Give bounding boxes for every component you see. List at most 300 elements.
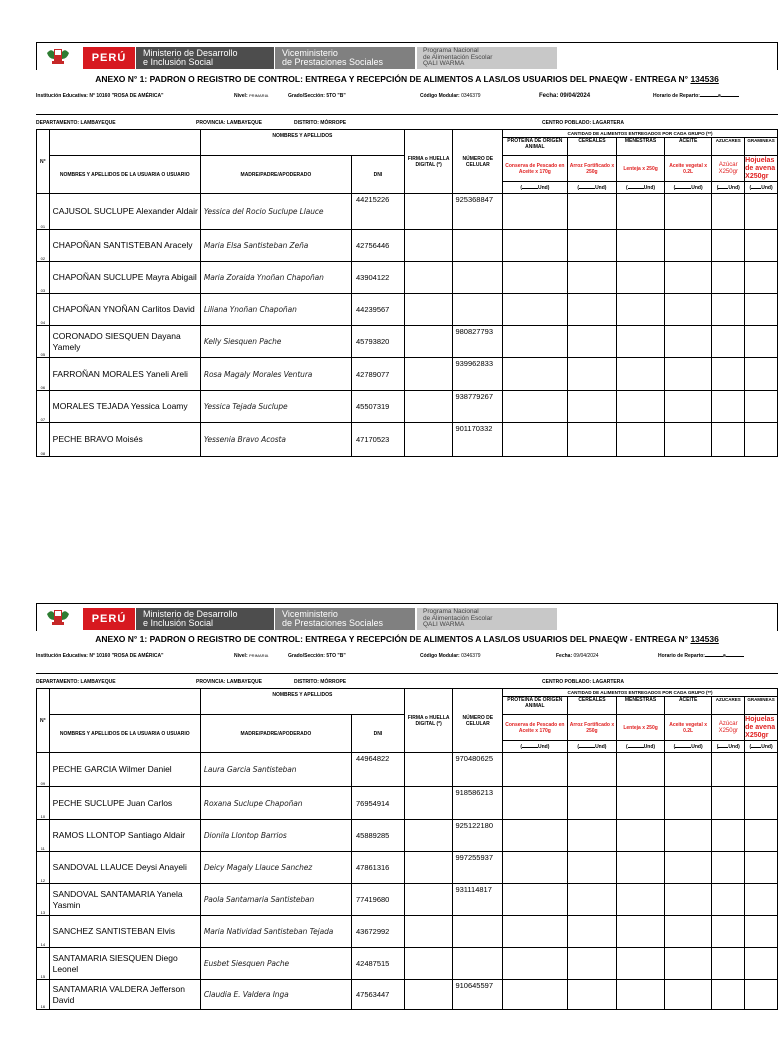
usuario-name: SANDOVAL LLAUCE Deysi Anayeli <box>49 852 200 884</box>
row-number: 12 <box>37 852 50 884</box>
cantidad-cell[interactable] <box>503 194 567 230</box>
firma-cell[interactable] <box>404 820 453 852</box>
cantidad-cell[interactable] <box>664 820 712 852</box>
institucion-info: Institución Educativa: N° 10160 "ROSA DE AMÉRICA" <box>36 653 164 659</box>
cantidad-cell[interactable] <box>664 358 712 391</box>
firma-cell[interactable] <box>404 948 453 980</box>
unit-cell-2[interactable]: ( Und) <box>617 182 665 194</box>
madre-name: Yessica Tejada Suclupe <box>200 391 351 423</box>
cantidad-cell[interactable] <box>617 194 665 230</box>
cantidad-cell[interactable] <box>567 194 617 230</box>
cantidad-cell[interactable] <box>664 884 712 916</box>
firma-cell[interactable] <box>404 884 453 916</box>
madre-name: Deicy Magaly Llauce Sanchez <box>200 852 351 884</box>
cantidad-cell[interactable] <box>503 262 567 294</box>
celular-value <box>453 230 503 262</box>
firma-cell[interactable] <box>404 916 453 948</box>
firma-cell[interactable] <box>404 787 453 820</box>
cantidad-cell[interactable] <box>567 262 617 294</box>
madre-name: Maria Natividad Santisteban Tejada <box>200 916 351 948</box>
col-header-madre: MADRE/PADRE/APODERADO <box>200 156 351 194</box>
unit-cell-5[interactable]: ( Und) <box>745 741 778 753</box>
col-header-cantidad: CANTIDAD DE ALIMENTOS ENTREGADOS POR CADA GRUPO (**) <box>503 130 778 138</box>
madre-name: Roxana Suclupe Chapoñan <box>200 787 351 820</box>
product-header-5: Hojuelas de avena X250gr <box>745 156 778 182</box>
dni-value: 47170523 <box>351 423 404 457</box>
cantidad-cell[interactable] <box>745 294 778 326</box>
cantidad-cell[interactable] <box>745 753 778 787</box>
unit-cell-3[interactable]: ( Und) <box>664 741 712 753</box>
product-header-1: Arroz Fortificado x 250g <box>567 156 617 182</box>
group-header-0: PROTEINA DE ORIGEN ANIMAL <box>503 697 567 715</box>
vice-ministry-logo: Viceministerio de Prestaciones Sociales <box>275 47 415 69</box>
sheet-page-1 <box>36 42 778 482</box>
cantidad-cell[interactable] <box>503 980 567 1010</box>
firma-cell[interactable] <box>404 423 453 457</box>
provincia-info: PROVINCIA: LAMBAYEQUE <box>196 679 262 685</box>
madre-name: Yessenia Bravo Acosta <box>200 423 351 457</box>
usuario-name: PECHE GARCIA Wilmer Daniel <box>49 753 200 787</box>
firma-cell[interactable] <box>404 262 453 294</box>
cantidad-cell[interactable] <box>664 787 712 820</box>
firma-cell[interactable] <box>404 194 453 230</box>
celular-value: 938779267 <box>453 391 503 423</box>
group-header-4: AZUCARES <box>712 138 745 156</box>
dni-value: 42756446 <box>351 230 404 262</box>
table-row <box>37 852 778 884</box>
cantidad-cell[interactable] <box>712 230 745 262</box>
institucion-info: Institución Educativa: N° 10160 "ROSA DE AMÉRICA" <box>36 93 164 99</box>
celular-value: 970480625 <box>453 753 503 787</box>
product-header-1: Arroz Fortificado x 250g <box>567 715 617 741</box>
dni-value: 43904122 <box>351 262 404 294</box>
cantidad-cell[interactable] <box>712 326 745 358</box>
row-number: 01 <box>37 194 50 230</box>
vice-ministry-logo: Viceministerio de Prestaciones Sociales <box>275 608 415 630</box>
celular-value <box>453 294 503 326</box>
unit-cell-5[interactable]: ( Und) <box>745 182 778 194</box>
cantidad-cell[interactable] <box>617 820 665 852</box>
departamento-info: DEPARTAMENTO: LAMBAYEQUE <box>36 679 116 685</box>
cantidad-cell[interactable] <box>712 262 745 294</box>
cantidad-cell[interactable] <box>712 820 745 852</box>
group-header-2: MENESTRAS <box>617 697 665 715</box>
usuario-name: MORALES TEJADA Yessica Loamy <box>49 391 200 423</box>
firma-cell[interactable] <box>404 358 453 391</box>
col-header-nombres-group: NOMBRES Y APELLIDOS <box>200 130 404 156</box>
cantidad-cell[interactable] <box>712 358 745 391</box>
horario-info: Horario de Reparto: a <box>653 93 739 99</box>
celular-value <box>453 948 503 980</box>
celular-value: 925368847 <box>453 194 503 230</box>
group-header-5: GRAMINEAS <box>745 138 778 156</box>
cantidad-cell[interactable] <box>567 230 617 262</box>
page-title: ANEXO N° 1: PADRON O REGISTRO DE CONTROL: ENTREGA Y RECEPCIÓN DE ALIMENTOS A LAS/LOS USUARIOS DEL PNAEQW - ENTREGA N° 134536 <box>95 74 719 84</box>
cantidad-cell[interactable] <box>745 980 778 1010</box>
table-row <box>37 326 778 358</box>
cantidad-cell[interactable] <box>664 423 712 457</box>
usuario-name: PECHE SUCLUPE Juan Carlos <box>49 787 200 820</box>
grado-info: Grado/Sección: 5TO "B" <box>288 93 346 99</box>
cantidad-cell[interactable] <box>503 916 567 948</box>
cantidad-cell[interactable] <box>712 194 745 230</box>
row-number: 10 <box>37 787 50 820</box>
madre-name: Maria Zoraida Ynoñan Chapoñan <box>200 262 351 294</box>
cantidad-cell[interactable] <box>617 294 665 326</box>
group-header-2: MENESTRAS <box>617 138 665 156</box>
cantidad-cell[interactable] <box>567 916 617 948</box>
fecha-info: Fecha: 09/04/2024 <box>556 653 599 659</box>
col-header-usuario: NOMBRES Y APELLIDOS DE LA USUARIA O USUARIO <box>49 715 200 753</box>
table-row <box>37 391 778 423</box>
celular-value: 918586213 <box>453 787 503 820</box>
group-header-4: AZUCARES <box>712 697 745 715</box>
col-header-celular: NÚMERO DE CELULAR <box>453 130 503 194</box>
product-header-3: Aceite vegetal x 0.2L <box>664 156 712 182</box>
usuario-name: SANDOVAL SANTAMARIA Yanela Yasmin <box>49 884 200 916</box>
product-header-0: Conserva de Pescado en Aceite x 170g <box>503 156 567 182</box>
usuario-name: SANTAMARIA SIESQUEN Diego Leonel <box>49 948 200 980</box>
cantidad-cell[interactable] <box>503 852 567 884</box>
table-row <box>37 262 778 294</box>
unit-cell-0[interactable]: ( Und) <box>503 182 567 194</box>
dni-value: 45793820 <box>351 326 404 358</box>
product-header-4: Azúcar X250gr <box>712 715 745 741</box>
cantidad-cell[interactable] <box>664 753 712 787</box>
usuario-name: CORONADO SIESQUEN Dayana Yamely <box>49 326 200 358</box>
cantidad-cell[interactable] <box>712 884 745 916</box>
distrito-info: DISTRITO: MÓRROPE <box>294 679 347 685</box>
table-row <box>37 820 778 852</box>
ministry-logo: Ministerio de Desarrollo e Inclusión Social <box>136 608 274 630</box>
table-row <box>37 980 778 1010</box>
table-row <box>37 230 778 262</box>
celular-value: 901170332 <box>453 423 503 457</box>
register-table <box>36 688 778 1010</box>
cantidad-cell[interactable] <box>664 916 712 948</box>
usuario-name: CHAPOÑAN YNOÑAN Carlitos David <box>49 294 200 326</box>
group-header-1: CEREALES <box>567 697 617 715</box>
cantidad-cell[interactable] <box>745 820 778 852</box>
cantidad-cell[interactable] <box>664 948 712 980</box>
unit-cell-1[interactable]: ( Und) <box>567 182 617 194</box>
product-header-2: Lenteja x 250g <box>617 715 665 741</box>
product-header-5: Hojuelas de avena X250gr <box>745 715 778 741</box>
madre-name: Paola Santamaria Santisteban <box>200 884 351 916</box>
cantidad-cell[interactable] <box>745 358 778 391</box>
col-header-firma: FIRMA o HUELLA DIGITAL (*) <box>404 689 453 753</box>
cantidad-cell[interactable] <box>617 753 665 787</box>
centro-poblado-info: CENTRO POBLADO: LAGARTERA <box>542 120 624 126</box>
row-number: 09 <box>37 753 50 787</box>
product-header-4: Azúcar X250gr <box>712 156 745 182</box>
table-row <box>37 423 778 457</box>
page-title: ANEXO N° 1: PADRON O REGISTRO DE CONTROL: ENTREGA Y RECEPCIÓN DE ALIMENTOS A LAS/LOS USUARIOS DEL PNAEQW - ENTREGA N° 134536 <box>95 634 719 644</box>
celular-value: 925122180 <box>453 820 503 852</box>
firma-cell[interactable] <box>404 230 453 262</box>
cantidad-cell[interactable] <box>567 326 617 358</box>
cantidad-cell[interactable] <box>712 852 745 884</box>
cantidad-cell[interactable] <box>712 391 745 423</box>
unit-cell-3[interactable]: ( Und) <box>664 182 712 194</box>
codigo-info: Código Modular: 0346379 <box>420 653 481 659</box>
cantidad-cell[interactable] <box>567 884 617 916</box>
cantidad-cell[interactable] <box>503 948 567 980</box>
peru-coat-of-arms-icon <box>45 47 71 67</box>
usuario-name: CHAPOÑAN SUCLUPE Mayra Abigail <box>49 262 200 294</box>
product-header-3: Aceite vegetal x 0.2L <box>664 715 712 741</box>
logo-banner <box>36 42 778 70</box>
row-number: 08 <box>37 423 50 457</box>
cantidad-cell[interactable] <box>567 358 617 391</box>
cantidad-cell[interactable] <box>567 423 617 457</box>
unit-cell-4[interactable]: ( Und) <box>712 182 745 194</box>
peru-logo: PERÚ <box>83 608 135 630</box>
dni-value: 47861316 <box>351 852 404 884</box>
celular-value <box>453 262 503 294</box>
cantidad-cell[interactable] <box>712 294 745 326</box>
table-row <box>37 753 778 787</box>
cantidad-cell[interactable] <box>617 423 665 457</box>
cantidad-cell[interactable] <box>745 787 778 820</box>
group-header-3: ACEITE <box>664 697 712 715</box>
firma-cell[interactable] <box>404 852 453 884</box>
cantidad-cell[interactable] <box>503 753 567 787</box>
table-row <box>37 787 778 820</box>
madre-name: Rosa Magaly Morales Ventura <box>200 358 351 391</box>
table-row <box>37 294 778 326</box>
row-number: 06 <box>37 358 50 391</box>
col-header-usuario-top <box>49 689 200 715</box>
firma-cell[interactable] <box>404 391 453 423</box>
ministry-logo: Ministerio de Desarrollo e Inclusión Social <box>136 47 274 69</box>
cantidad-cell[interactable] <box>617 884 665 916</box>
cantidad-cell[interactable] <box>745 423 778 457</box>
col-header-madre: MADRE/PADRE/APODERADO <box>200 715 351 753</box>
table-row <box>37 194 778 230</box>
celular-value: 980827793 <box>453 326 503 358</box>
cantidad-cell[interactable] <box>664 194 712 230</box>
cantidad-cell[interactable] <box>617 948 665 980</box>
celular-value <box>453 916 503 948</box>
col-header-num: N° <box>37 130 50 194</box>
cantidad-cell[interactable] <box>712 753 745 787</box>
row-number: 04 <box>37 294 50 326</box>
dni-value: 44239567 <box>351 294 404 326</box>
product-header-2: Lenteja x 250g <box>617 156 665 182</box>
unit-cell-2[interactable]: ( Und) <box>617 741 665 753</box>
dni-value: 47563447 <box>351 980 404 1010</box>
cantidad-cell[interactable] <box>712 787 745 820</box>
cantidad-cell[interactable] <box>745 852 778 884</box>
unit-cell-1[interactable]: ( Und) <box>567 741 617 753</box>
unit-cell-0[interactable]: ( Und) <box>503 741 567 753</box>
cantidad-cell[interactable] <box>567 820 617 852</box>
col-header-cantidad: CANTIDAD DE ALIMENTOS ENTREGADOS POR CADA GRUPO (**) <box>503 689 778 697</box>
departamento-info: DEPARTAMENTO: LAMBAYEQUE <box>36 120 116 126</box>
cantidad-cell[interactable] <box>567 948 617 980</box>
cantidad-cell[interactable] <box>617 262 665 294</box>
row-number: 03 <box>37 262 50 294</box>
usuario-name: CAJUSOL SUCLUPE Alexander Aldair <box>49 194 200 230</box>
madre-name: Claudia E. Valdera Inga <box>200 980 351 1010</box>
cantidad-cell[interactable] <box>617 358 665 391</box>
cantidad-cell[interactable] <box>745 884 778 916</box>
distrito-info: DISTRITO: MÓRROPE <box>294 120 347 126</box>
dni-value: 45889285 <box>351 820 404 852</box>
cantidad-cell[interactable] <box>503 326 567 358</box>
register-table <box>36 129 778 457</box>
madre-name: Eusbet Siesquen Pache <box>200 948 351 980</box>
usuario-name: RAMOS LLONTOP Santiago Aldair <box>49 820 200 852</box>
celular-value: 931114817 <box>453 884 503 916</box>
cantidad-cell[interactable] <box>567 294 617 326</box>
cantidad-cell[interactable] <box>745 230 778 262</box>
cantidad-cell[interactable] <box>503 884 567 916</box>
cantidad-cell[interactable] <box>712 423 745 457</box>
col-header-num: N° <box>37 689 50 753</box>
cantidad-cell[interactable] <box>664 852 712 884</box>
cantidad-cell[interactable] <box>745 391 778 423</box>
group-header-1: CEREALES <box>567 138 617 156</box>
cantidad-cell[interactable] <box>664 262 712 294</box>
row-number: 07 <box>37 391 50 423</box>
col-header-dni: DNI <box>351 156 404 194</box>
col-header-usuario: NOMBRES Y APELLIDOS DE LA USUARIA O USUARIO <box>49 156 200 194</box>
usuario-name: SANTAMARIA VALDERA Jefferson David <box>49 980 200 1010</box>
cantidad-cell[interactable] <box>664 294 712 326</box>
firma-cell[interactable] <box>404 326 453 358</box>
cantidad-cell[interactable] <box>503 294 567 326</box>
col-header-firma: FIRMA o HUELLA DIGITAL (*) <box>404 130 453 194</box>
firma-cell[interactable] <box>404 753 453 787</box>
row-number: 02 <box>37 230 50 262</box>
dni-value: 44964822 <box>351 753 404 787</box>
celular-value: 939962833 <box>453 358 503 391</box>
group-header-0: PROTEINA DE ORIGEN ANIMAL <box>503 138 567 156</box>
cantidad-cell[interactable] <box>745 948 778 980</box>
cantidad-cell[interactable] <box>745 262 778 294</box>
cantidad-cell[interactable] <box>503 787 567 820</box>
col-header-usuario-top <box>49 130 200 156</box>
horario-info: Horario de Reparto: a <box>658 653 744 659</box>
row-number: 13 <box>37 884 50 916</box>
table-row <box>37 916 778 948</box>
madre-name: Dionila Llontop Barrios <box>200 820 351 852</box>
group-header-3: ACEITE <box>664 138 712 156</box>
cantidad-cell[interactable] <box>617 980 665 1010</box>
madre-name: Yessica del Rocio Suclupe Llauce <box>200 194 351 230</box>
row-number: 05 <box>37 326 50 358</box>
dni-value: 42487515 <box>351 948 404 980</box>
codigo-info: Código Modular: 0346379 <box>420 93 481 99</box>
sheet-page-2 <box>36 603 778 1043</box>
col-header-nombres-group: NOMBRES Y APELLIDOS <box>200 689 404 715</box>
row-number: 15 <box>37 948 50 980</box>
row-number: 11 <box>37 820 50 852</box>
cantidad-cell[interactable] <box>664 391 712 423</box>
cantidad-cell[interactable] <box>664 230 712 262</box>
table-row <box>37 948 778 980</box>
col-header-dni: DNI <box>351 715 404 753</box>
cantidad-cell[interactable] <box>617 787 665 820</box>
peru-logo: PERÚ <box>83 47 135 69</box>
cantidad-cell[interactable] <box>712 916 745 948</box>
cantidad-cell[interactable] <box>567 980 617 1010</box>
nivel-info: Nivel: PRIMARIA <box>234 653 269 659</box>
col-header-celular: NÚMERO DE CELULAR <box>453 689 503 753</box>
firma-cell[interactable] <box>404 980 453 1010</box>
cantidad-cell[interactable] <box>503 391 567 423</box>
cantidad-cell[interactable] <box>664 326 712 358</box>
firma-cell[interactable] <box>404 294 453 326</box>
madre-name: Liliana Ynoñan Chapoñan <box>200 294 351 326</box>
madre-name: Laura Garcia Santisteban <box>200 753 351 787</box>
dni-value: 77419680 <box>351 884 404 916</box>
madre-name: Kelly Siesquen Pache <box>200 326 351 358</box>
program-logo: Programa Nacional de Alimentación Escolar QALI WARMA <box>417 47 557 69</box>
celular-value: 997255937 <box>453 852 503 884</box>
row-number: 16 <box>37 980 50 1010</box>
table-row <box>37 884 778 916</box>
cantidad-cell[interactable] <box>712 948 745 980</box>
cantidad-cell[interactable] <box>567 787 617 820</box>
cantidad-cell[interactable] <box>567 391 617 423</box>
product-header-0: Conserva de Pescado en Aceite x 170g <box>503 715 567 741</box>
cantidad-cell[interactable] <box>712 980 745 1010</box>
dni-value: 43672992 <box>351 916 404 948</box>
cantidad-cell[interactable] <box>664 980 712 1010</box>
group-header-5: GRAMINEAS <box>745 697 778 715</box>
dni-value: 42789077 <box>351 358 404 391</box>
grado-info: Grado/Sección: 5TO "B" <box>288 653 346 659</box>
dni-value: 76954914 <box>351 787 404 820</box>
cantidad-cell[interactable] <box>617 916 665 948</box>
peru-coat-of-arms-icon <box>45 608 71 628</box>
fecha-info: Fecha: 09/04/2024 <box>539 93 591 99</box>
program-logo: Programa Nacional de Alimentación Escolar QALI WARMA <box>417 608 557 630</box>
cantidad-cell[interactable] <box>567 852 617 884</box>
row-number: 14 <box>37 916 50 948</box>
madre-name: Maria Elsa Santisteban Zeña <box>200 230 351 262</box>
centro-poblado-info: CENTRO POBLADO: LAGARTERA <box>542 679 624 685</box>
cantidad-cell[interactable] <box>503 358 567 391</box>
nivel-info: Nivel: PRIMARIA <box>234 93 269 99</box>
unit-cell-4[interactable]: ( Und) <box>712 741 745 753</box>
usuario-name: FARROÑAN MORALES Yaneli Areli <box>49 358 200 391</box>
usuario-name: PECHE BRAVO Moisés <box>49 423 200 457</box>
cantidad-cell[interactable] <box>617 326 665 358</box>
logo-banner <box>36 603 778 631</box>
cantidad-cell[interactable] <box>745 326 778 358</box>
cantidad-cell[interactable] <box>617 391 665 423</box>
dni-value: 44215226 <box>351 194 404 230</box>
dni-value: 45507319 <box>351 391 404 423</box>
cantidad-cell[interactable] <box>745 916 778 948</box>
table-row <box>37 358 778 391</box>
cantidad-cell[interactable] <box>617 852 665 884</box>
cantidad-cell[interactable] <box>503 820 567 852</box>
cantidad-cell[interactable] <box>503 230 567 262</box>
cantidad-cell[interactable] <box>567 753 617 787</box>
cantidad-cell[interactable] <box>503 423 567 457</box>
provincia-info: PROVINCIA: LAMBAYEQUE <box>196 120 262 126</box>
celular-value: 910645597 <box>453 980 503 1010</box>
usuario-name: CHAPOÑAN SANTISTEBAN Aracely <box>49 230 200 262</box>
cantidad-cell[interactable] <box>745 194 778 230</box>
cantidad-cell[interactable] <box>617 230 665 262</box>
usuario-name: SANCHEZ SANTISTEBAN Elvis <box>49 916 200 948</box>
